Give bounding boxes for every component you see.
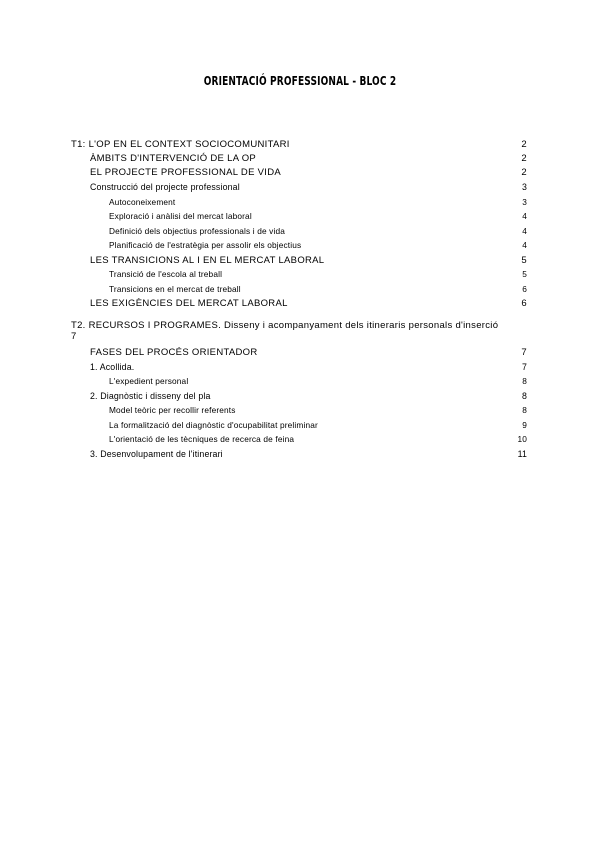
toc-entry-label: La formalització del diagnòstic d'ocupabilitat preliminar	[109, 420, 318, 430]
toc-entry-page: 4	[522, 211, 527, 221]
toc-entry-page: 8	[521, 391, 527, 401]
toc-entry-page: 8	[522, 376, 527, 386]
toc-entry-label: Autoconeixement	[109, 197, 176, 207]
toc-entry-page: 3	[521, 182, 527, 192]
toc-entry-page: 8	[522, 405, 527, 415]
toc-entry-label: T1: L'OP EN EL CONTEXT SOCIOCOMUNITARI	[71, 139, 290, 150]
toc-entry-page: 7	[521, 347, 527, 358]
toc-entry-label: 1. Acollida.	[90, 362, 135, 372]
toc-entry-label: Exploració i anàlisi del mercat laboral	[109, 211, 252, 221]
toc-entry-label: FASES DEL PROCÉS ORIENTADOR	[90, 347, 258, 358]
toc-entry-page: 2	[521, 139, 527, 150]
toc-entry-page: 9	[522, 420, 527, 430]
toc-entry-label: Model teòric per recollir referents	[109, 405, 236, 415]
toc-entry-page: 3	[522, 197, 527, 207]
toc-entry-page: 6	[521, 298, 527, 309]
toc-entry-label: 3. Desenvolupament de l'itinerari	[90, 449, 223, 459]
toc-entry-label: EL PROJECTE PROFESSIONAL DE VIDA	[90, 167, 282, 178]
toc-entry-label: Planificació de l'estratègia per assolir els objectius	[109, 240, 302, 250]
toc-entry-label: Transicions en el mercat de treball	[109, 284, 241, 294]
toc-entry-label: LES TRANSICIONS AL I EN EL MERCAT LABORAL	[90, 255, 325, 266]
toc-entry-label: Transició de l'escola al treball	[109, 269, 223, 279]
toc-entry-page: 7	[521, 362, 527, 372]
toc-entry-label-text: T2. RECURSOS I PROGRAMES. Disseny i acompanyament dels itineraris personals d'inserció	[71, 320, 499, 331]
toc-entry-page: 4	[522, 226, 527, 236]
toc-entry-page: 5	[521, 255, 527, 266]
toc-entry-page: 4	[522, 240, 527, 250]
toc-entry-page: 10	[517, 434, 527, 444]
toc-entry-label: Construcció del projecte professional	[90, 182, 240, 192]
toc-entry-page: 11	[517, 449, 527, 459]
toc-entry-label: ÀMBITS D'INTERVENCIÓ DE LA OP	[90, 153, 257, 164]
toc-entry-page: 5	[522, 269, 527, 279]
toc-entry-page: 6	[522, 284, 527, 294]
document-title: ORIENTACIÓ PROFESSIONAL - BLOC 2	[203, 73, 397, 88]
toc-entry-page: 7	[71, 331, 77, 342]
toc-entry-label: 2. Diagnòstic i disseny del pla	[90, 391, 211, 401]
toc-entry-label	[71, 320, 531, 331]
toc-entry-page: 2	[521, 153, 527, 164]
toc-entry-page: 2	[521, 167, 527, 178]
toc-entry-label: LES EXIGÈNCIES DEL MERCAT LABORAL	[90, 298, 288, 309]
toc-entry-label: L'orientació de les tècniques de recerca de feina	[109, 434, 295, 444]
toc-entry-label: Definició dels objectius professionals i de vida	[109, 226, 285, 236]
toc-entry-label: L'expedient personal	[109, 376, 189, 386]
